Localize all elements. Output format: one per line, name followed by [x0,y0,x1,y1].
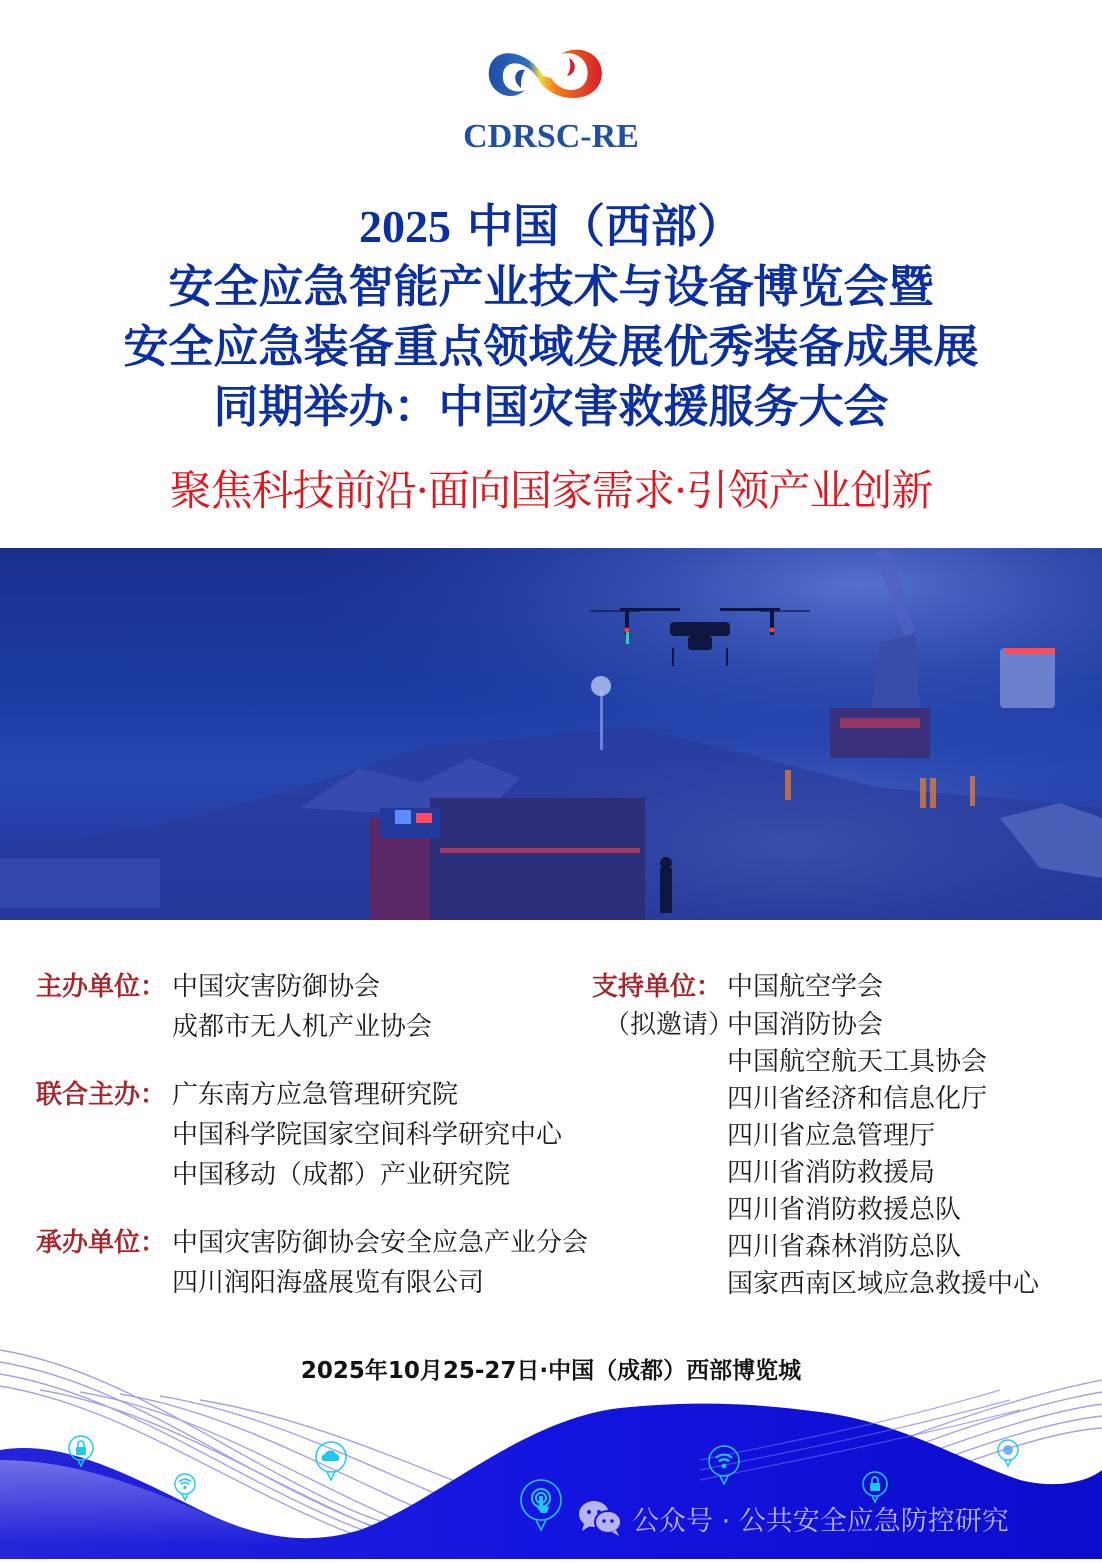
slogan: 聚焦科技前沿·面向国家需求·引领产业创新 [169,466,933,515]
host-label: 主办单位： [36,972,167,1002]
support-item: 四川省应急管理厅 [727,1121,936,1151]
wechat-icon [576,1498,624,1538]
support-item: 中国航空航天工具协会 [727,1047,988,1077]
title-line-3: 安全应急装备重点领域发展优秀装备成果展 [123,320,979,373]
support-item: 四川省经济和信息化厅 [727,1084,988,1114]
wifi-pin-icon [173,1472,197,1502]
lock-pin-icon [67,1434,95,1468]
gear-pin-icon [996,1438,1020,1468]
watermark [576,1498,1009,1538]
logo-text: CDRSC-RE [463,118,639,155]
logo-mark [481,40,611,110]
title-line-2: 安全应急智能产业技术与设备博览会暨 [168,260,934,313]
host-item: 成都市无人机产业协会 [172,1012,433,1042]
infinity-logo-icon [481,40,611,110]
hero-image [0,548,1102,920]
support-item: 国家西南区域应急救援中心 [727,1269,1040,1299]
support-label: 支持单位： [592,972,723,1002]
title-line-4: 同期举办：中国灾害救援服务大会 [213,380,889,433]
drone-rescue-scene-icon [0,548,1102,920]
title-year: 2025 [358,201,451,252]
co-host-item: 中国移动（成都）产业研究院 [172,1160,511,1190]
organizer-label: 承办单位： [36,1228,167,1258]
co-host-label: 联合主办： [36,1080,167,1110]
event-title [0,196,1102,437]
touch-pin-icon [519,1478,563,1536]
support-item: 四川省森林消防总队 [727,1232,962,1262]
title-region: 中国（西部） [450,199,743,253]
organizer-item: 中国灾害防御协会安全应急产业分会 [172,1228,589,1258]
organizers-section [0,960,1102,1320]
support-item: 四川省消防救援局 [727,1158,936,1188]
support-item: 中国航空学会 [727,972,884,1002]
cloud-pin-icon [314,1440,348,1482]
wifi-pin-icon [707,1444,741,1488]
organizer-item: 四川润阳海盛展览有限公司 [172,1268,485,1298]
event-date-venue: 2025年10月25-27日·中国（成都）西部博览城 [300,1358,802,1384]
co-host-item: 中国科学院国家空间科学研究中心 [172,1120,563,1150]
title-line-1 [0,196,1102,257]
host-item: 中国灾害防御协会 [172,972,381,1002]
support-sublabel: （拟邀请） [604,1010,735,1040]
co-host-item: 广东南方应急管理研究院 [172,1080,459,1110]
support-item: 中国消防协会 [727,1010,884,1040]
watermark-text: 公众号 · 公共安全应急防控研究 [632,1505,1009,1537]
support-item: 四川省消防救援总队 [727,1195,962,1225]
